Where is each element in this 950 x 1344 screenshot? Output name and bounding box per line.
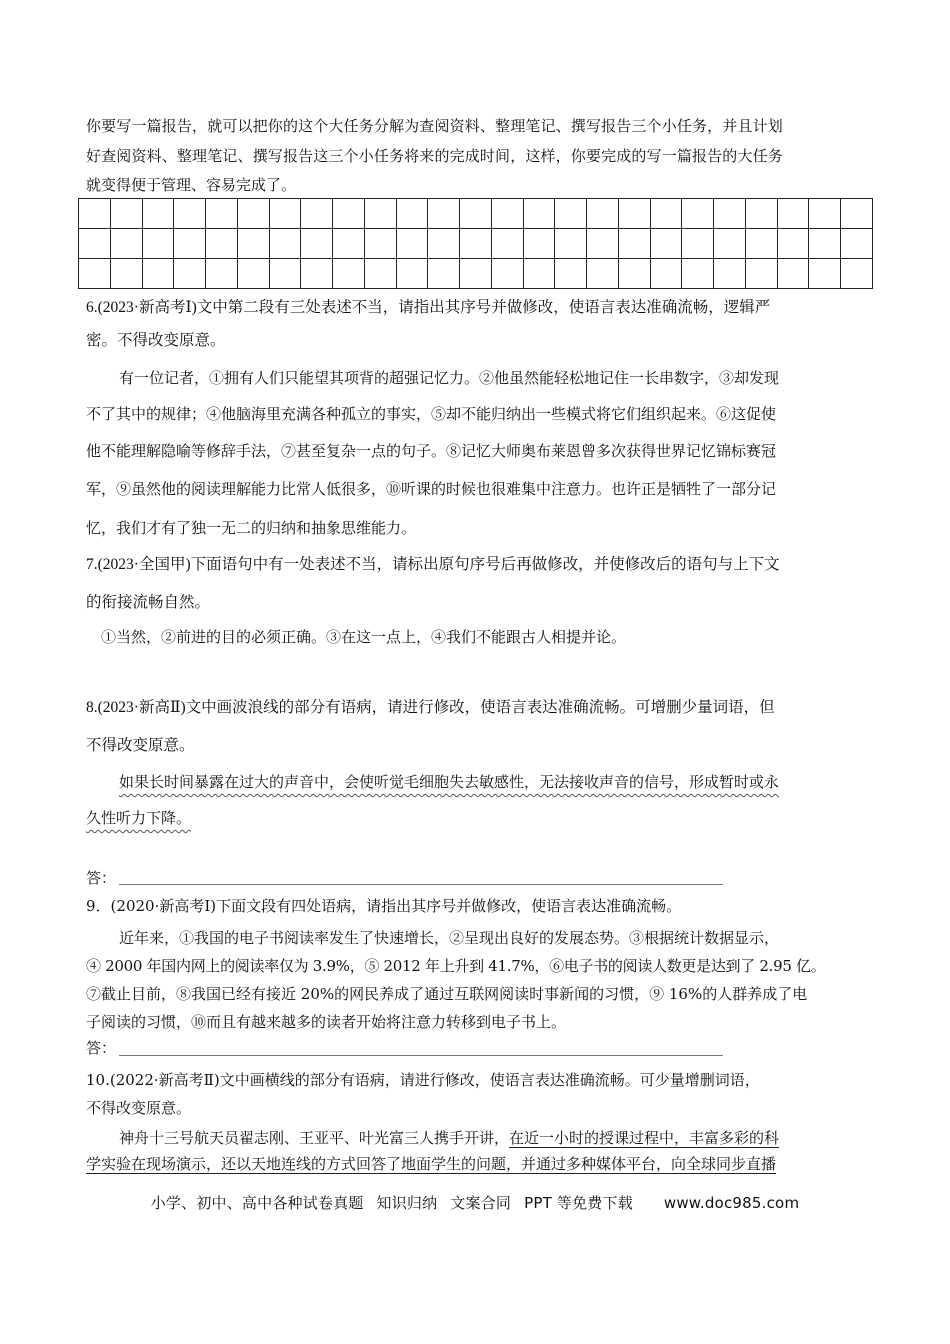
- grid-cell[interactable]: [809, 199, 841, 229]
- q6-prompt-line-1: 6.(2023·新高考Ⅰ)文中第二段有三处表述不当，请指出其序号并做修改，使语言表达准确流畅，逻辑严: [86, 299, 771, 316]
- grid-cell[interactable]: [650, 259, 682, 289]
- grid-cell[interactable]: [428, 229, 460, 259]
- q6-passage-line-4: 军，⑨虽然他的阅读理解能力比常人低很多，⑩听课的时候也很难集中注意力。也许正是牺牲了一部分记: [86, 480, 777, 498]
- intro-line-2: 好查阅资料、整理笔记、撰写报告这三个小任务将来的完成时间，这样，你要完成的写一篇报告的大任务: [86, 147, 783, 165]
- q10-passage-line-1: [119, 1128, 779, 1148]
- grid-cell[interactable]: [269, 229, 301, 259]
- grid-cell[interactable]: [301, 229, 333, 259]
- q9-answer-label: 答：: [86, 1039, 117, 1057]
- grid-cell[interactable]: [618, 229, 650, 259]
- grid-cell[interactable]: [396, 199, 428, 229]
- q9-passage-line-4: 子阅读的习惯，⑩而且有越来越多的读者开始将注意力转移到电子书上。: [86, 1013, 567, 1031]
- grid-cell[interactable]: [79, 229, 111, 259]
- grid-cell[interactable]: [428, 259, 460, 289]
- grid-cell[interactable]: [555, 259, 587, 289]
- grid-cell[interactable]: [110, 199, 142, 229]
- q9-prompt: 9．(2020·新高考Ⅰ)下面文段有四处语病，请指出其序号并做修改，使语言表达准确流畅。: [86, 897, 682, 915]
- footer-text-3: 文案合同: [450, 1194, 512, 1212]
- grid-cell[interactable]: [79, 199, 111, 229]
- q8-passage-line-2: 久性听力下降。: [86, 809, 192, 827]
- grid-row: [79, 259, 873, 289]
- grid-cell[interactable]: [460, 199, 492, 229]
- q6-passage-line-3: 他不能理解隐喻等修辞手法，⑦甚至复杂一点的句子。⑧记忆大师奥布莱恩曾多次获得世界记忆锦标赛冠: [86, 442, 777, 460]
- q10-passage-underlined-2: 学实验在现场演示，还以天地连线的方式回答了地面学生的问题，并通过多种媒体平台，向全球同步直播: [86, 1155, 777, 1173]
- q8-answer-label: 答：: [86, 869, 117, 887]
- grid-cell[interactable]: [142, 199, 174, 229]
- grid-cell[interactable]: [714, 229, 746, 259]
- grid-cell[interactable]: [364, 199, 396, 229]
- grid-cell[interactable]: [841, 229, 873, 259]
- grid-cell[interactable]: [333, 259, 365, 289]
- grid-cell[interactable]: [269, 259, 301, 289]
- grid-cell[interactable]: [555, 229, 587, 259]
- grid-cell[interactable]: [777, 199, 809, 229]
- grid-cell[interactable]: [174, 259, 206, 289]
- q10-passage-plain: 神舟十三号航天员翟志刚、王亚平、叶光富三人携手开讲，: [119, 1129, 510, 1147]
- grid-cell[interactable]: [333, 199, 365, 229]
- intro-line-1: 你要写一篇报告，就可以把你的这个大任务分解为查阅资料、整理笔记、撰写报告三个小任务，并且计划: [86, 117, 783, 135]
- grid-cell[interactable]: [745, 229, 777, 259]
- writing-grid: [78, 198, 873, 289]
- grid-cell[interactable]: [491, 259, 523, 289]
- grid-cell[interactable]: [745, 199, 777, 229]
- grid-cell[interactable]: [396, 229, 428, 259]
- q9-answer-line[interactable]: [119, 1055, 723, 1056]
- grid-cell[interactable]: [142, 229, 174, 259]
- q9-passage-line-3: ⑦截止目前，⑧我国已经有接近 20%的网民养成了通过互联网阅读时事新闻的习惯，⑨ 16%的人群养成了电: [86, 985, 808, 1003]
- grid-cell[interactable]: [587, 229, 619, 259]
- grid-cell[interactable]: [618, 259, 650, 289]
- grid-cell[interactable]: [682, 199, 714, 229]
- grid-cell[interactable]: [301, 259, 333, 289]
- grid-cell[interactable]: [682, 259, 714, 289]
- q8-prompt-line-2: 不得改变原意。: [86, 737, 195, 754]
- grid-cell[interactable]: [110, 259, 142, 289]
- grid-cell[interactable]: [650, 199, 682, 229]
- grid-row: [79, 199, 873, 229]
- grid-cell[interactable]: [269, 199, 301, 229]
- grid-cell[interactable]: [618, 199, 650, 229]
- grid-cell[interactable]: [237, 199, 269, 229]
- grid-cell[interactable]: [714, 259, 746, 289]
- grid-cell[interactable]: [174, 199, 206, 229]
- grid-cell[interactable]: [587, 199, 619, 229]
- grid-cell[interactable]: [428, 199, 460, 229]
- q8-passage-line-1: 如果长时间暴露在过大的声音中，会使听觉毛细胞失去敏感性，无法接收声音的信号，形成暂时或永: [119, 773, 780, 791]
- grid-cell[interactable]: [777, 259, 809, 289]
- grid-cell[interactable]: [841, 199, 873, 229]
- grid-cell[interactable]: [491, 229, 523, 259]
- grid-cell[interactable]: [714, 199, 746, 229]
- grid-cell[interactable]: [460, 229, 492, 259]
- q6-passage-line-2: 不了其中的规律；④他脑海里充满各种孤立的事实，⑤却不能归纳出一些模式将它们组织起来。⑥这促使: [86, 405, 777, 423]
- q7-prompt-line-1: 7.(2023·全国甲)下面语句中有一处表述不当，请标出原句序号后再做修改，并使修改后的语句与上下文: [86, 556, 780, 573]
- footer-text-4: PPT 等免费下载: [524, 1194, 633, 1212]
- grid-cell[interactable]: [523, 229, 555, 259]
- grid-row: [79, 229, 873, 259]
- q9-passage-line-2: ④ 2000 年国内网上的阅读率仅为 3.9%，⑤ 2012 年上升到 41.7%，⑥电子书的阅读人数更是达到了 2.95 亿。: [86, 957, 826, 975]
- q7-prompt-line-2: 的衔接流畅自然。: [86, 594, 211, 611]
- grid-cell[interactable]: [650, 229, 682, 259]
- grid-cell[interactable]: [237, 259, 269, 289]
- grid-cell[interactable]: [460, 259, 492, 289]
- grid-cell[interactable]: [333, 229, 365, 259]
- grid-cell[interactable]: [745, 259, 777, 289]
- grid-cell[interactable]: [587, 259, 619, 289]
- grid-cell[interactable]: [237, 229, 269, 259]
- intro-line-3: 就变得便于管理、容易完成了。: [86, 176, 297, 194]
- grid-cell[interactable]: [523, 199, 555, 229]
- grid-cell[interactable]: [364, 229, 396, 259]
- q10-prompt-line-2: 不得改变原意。: [86, 1099, 192, 1117]
- q7-passage: ①当然，②前进的目的必须正确。③在这一点上，④我们不能跟古人相提并论。: [101, 628, 627, 646]
- grid-cell[interactable]: [110, 229, 142, 259]
- grid-cell[interactable]: [206, 229, 238, 259]
- grid-cell[interactable]: [301, 199, 333, 229]
- q6-prompt-line-2: 密。不得改变原意。: [86, 332, 226, 349]
- grid-cell[interactable]: [841, 259, 873, 289]
- q9-passage-line-1: 近年来，①我国的电子书阅读率发生了快速增长，②呈现出良好的发展态势。③根据统计数据显示，: [119, 929, 780, 947]
- page-footer: [0, 1192, 950, 1213]
- grid-cell[interactable]: [682, 229, 714, 259]
- grid-cell[interactable]: [206, 199, 238, 229]
- grid-cell[interactable]: [523, 259, 555, 289]
- grid-cell[interactable]: [79, 259, 111, 289]
- q8-answer-line[interactable]: [119, 884, 723, 885]
- grid-cell[interactable]: [364, 259, 396, 289]
- q10-prompt-line-1: 10.(2022·新高考Ⅱ)文中画横线的部分有语病，请进行修改，使语言表达准确流畅。可少量增删词语，: [86, 1071, 760, 1089]
- grid-cell[interactable]: [206, 259, 238, 289]
- grid-cell[interactable]: [491, 199, 523, 229]
- footer-text-1: 小学、初中、高中各种试卷真题: [150, 1194, 364, 1212]
- q8-prompt-line-1: 8.(2023·新高Ⅱ)文中画波浪线的部分有语病，请进行修改，使语言表达准确流畅。可增删少量词语，但: [86, 699, 775, 716]
- q10-passage-underlined-1: 在近一小时的授课过程中，丰富多彩的科: [509, 1129, 780, 1147]
- grid-cell[interactable]: [396, 259, 428, 289]
- grid-cell[interactable]: [809, 229, 841, 259]
- q6-passage-line-1: 有一位记者，①拥有人们只能望其项背的超强记忆力。②他虽然能轻松地记住一长串数字，③却发现: [119, 369, 780, 387]
- grid-cell[interactable]: [174, 229, 206, 259]
- grid-cell[interactable]: [142, 259, 174, 289]
- q6-passage-line-5: 忆，我们才有了独一无二的归纳和抽象思维能力。: [86, 519, 417, 537]
- grid-cell[interactable]: [777, 229, 809, 259]
- grid-cell[interactable]: [809, 259, 841, 289]
- footer-text-2: 知识归纳: [376, 1194, 438, 1212]
- grid-cell[interactable]: [555, 199, 587, 229]
- footer-url[interactable]: www.doc985.com: [663, 1194, 800, 1212]
